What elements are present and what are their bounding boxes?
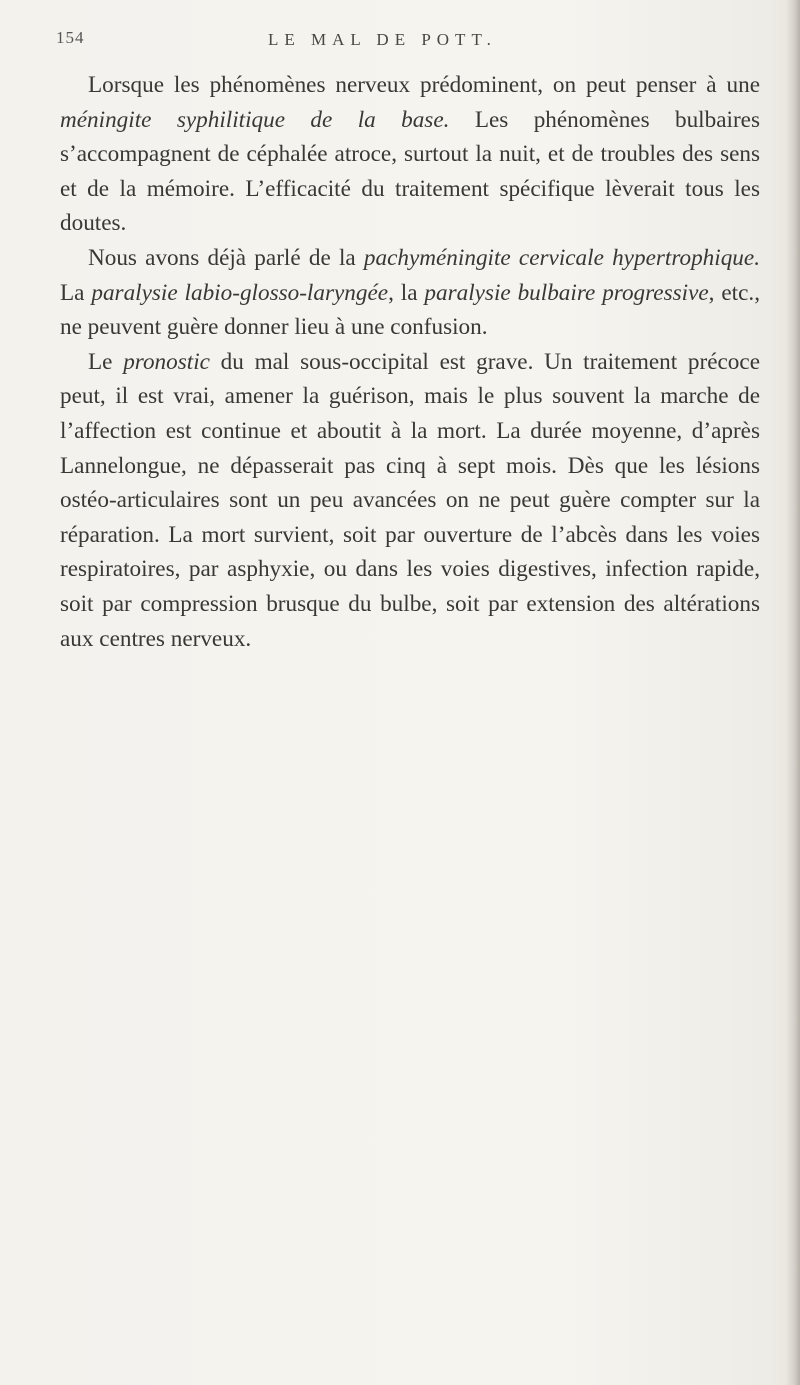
italic-term: paralysie bulbaire progressive [424, 279, 709, 306]
text-run: Les phénomènes bulbaires s’accompagnent de céphalée atroce, surtout la nuit, et de troubles des sens et de la mémoire. L’efficacité du traitement spécifique lèverait tous les doutes. [60, 106, 760, 237]
page-number: 154 [56, 28, 85, 47]
text-run: du mal sous-occipital est grave. Un traitement précoce peut, il est vrai, amener la guérison, mais le plus souvent la marche de l’affection est continue et aboutit à la mort. La durée moyenne, d’après Lannelongue, ne dépasserait pas cinq à sept mois. Dès que les lésions ostéo-articulaires sont un peu avancées on ne peut guère compter sur la réparation. La mort survient, soit par ouverture de l’abcès dans les voies respiratoires, par asphyxie, ou dans les voies digestives, infection rapide, soit par compression brusque du bulbe, soit par extension des altérations aux centres nerveux. [60, 348, 760, 652]
text-run: , la [388, 279, 425, 306]
running-head [0, 28, 800, 58]
italic-term: pronostic [123, 348, 210, 375]
italic-term: pachyméningite cervicale hypertrophique. [363, 244, 760, 271]
text-run: , etc., ne peuvent guère donner lieu à une confusion. [60, 279, 760, 341]
italic-term: paralysie labio-glosso-laryngée [91, 279, 389, 306]
text-run: La [60, 279, 92, 306]
paragraph-prognosis [60, 345, 760, 656]
italic-term: méningite syphilitique de la base. [60, 106, 450, 133]
paragraph-differential-other [60, 241, 760, 345]
body-text [60, 68, 760, 656]
page-edge-shadow [786, 0, 800, 1385]
running-title: LE MAL DE POTT. [268, 30, 497, 49]
paragraph-differential-syphilis [60, 68, 760, 241]
text-run: Nous avons déjà parlé de la [88, 244, 364, 271]
text-run: Le [88, 348, 124, 375]
text-run: Lorsque les phénomènes nerveux prédominent, on peut penser à une [88, 72, 760, 98]
